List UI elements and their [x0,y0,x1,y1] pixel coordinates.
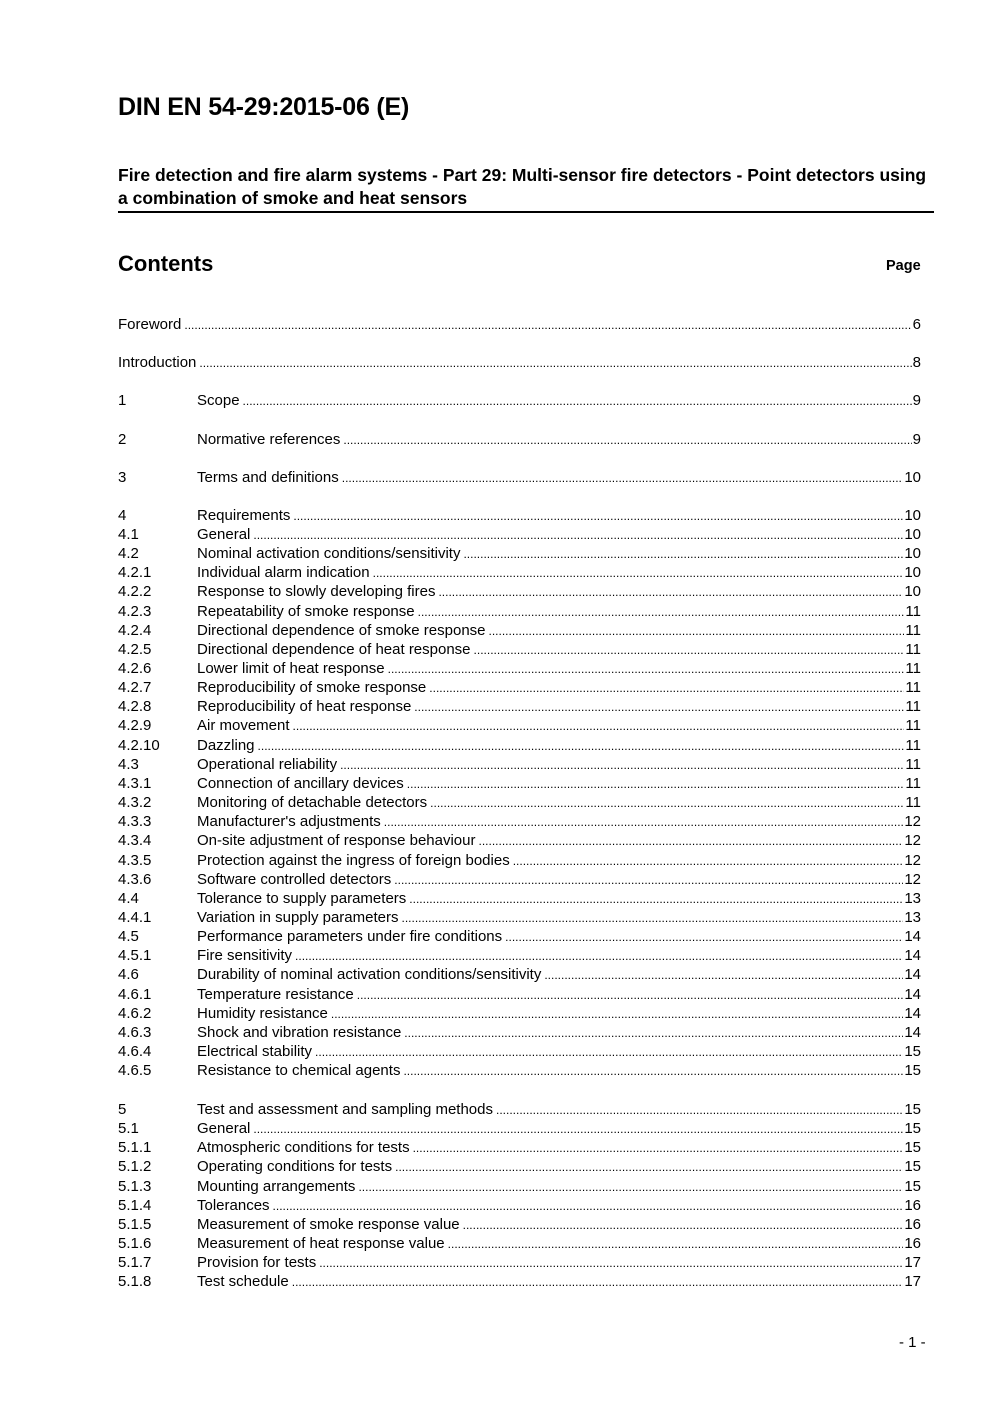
toc-entry-title: Scope [197,392,240,409]
toc-entry-number: 4.5.1 [118,947,152,964]
toc-entry-title: Variation in supply parameters [197,909,399,926]
toc-entry-page: 12 [904,832,921,849]
toc-entry-title: Reproducibility of heat response [197,698,412,715]
toc-entry[interactable] [118,736,921,755]
toc-dot-leader [407,775,905,793]
toc-entry-title: Response to slowly developing fires [197,583,436,600]
toc-dot-leader [373,564,904,582]
toc-entry-page: 11 [905,794,921,811]
toc-entry[interactable] [118,1253,921,1272]
toc-entry-number: 5.1.5 [118,1216,152,1233]
toc-entry-title: Test schedule [197,1273,289,1290]
toc-entry-title: Mounting arrangements [197,1178,356,1195]
toc-dot-leader [430,794,904,812]
toc-entry[interactable] [118,1272,921,1291]
toc-entry-page: 15 [904,1139,921,1156]
toc-entry[interactable] [118,391,921,410]
toc-entry-title: Tolerances [197,1197,270,1214]
toc-entry-number: 4.2 [118,545,139,562]
toc-entry-title: Durability of nominal activation conditions/sensitivity [197,966,542,983]
toc-entry-page: 11 [905,775,921,792]
toc-dot-leader [496,1101,903,1119]
toc-entry-number: 4.6 [118,966,139,983]
toc-entry[interactable] [118,946,921,965]
toc-entry-title: Performance parameters under fire conditions [197,928,503,945]
toc-dot-leader [394,871,903,889]
toc-entry[interactable] [118,640,921,659]
toc-entry-page: 11 [905,737,921,754]
toc-entry-title: General [197,526,251,543]
toc-dot-leader [342,469,904,487]
toc-entry-title: Operational reliability [197,756,338,773]
toc-entry-page: 14 [904,947,921,964]
toc-entry-page: 11 [905,717,921,734]
toc-entry-page: 10 [904,545,921,562]
toc-entry-number: 4.5 [118,928,139,945]
toc-entry[interactable] [118,1100,921,1119]
toc-entry-page: 9 [912,431,921,448]
toc-dot-leader [258,737,905,755]
toc-entry-page: 17 [904,1273,921,1290]
document-subtitle: Fire detection and fire alarm systems - Part 29: Multi-sensor fire detectors - Point detectors using a combination of smoke and heat sensors [118,164,934,213]
toc-dot-leader [395,1158,903,1176]
toc-dot-leader [463,545,903,563]
toc-dot-leader [513,852,904,870]
toc-entry-title: Fire sensitivity [197,947,293,964]
toc-entry-number: 5.1.3 [118,1178,152,1195]
toc-entry-page: 11 [905,698,921,715]
toc-entry-title: Test and assessment and sampling methods [197,1101,493,1118]
toc-entry-number: 2 [118,431,127,448]
toc-entry-number: 4.3.5 [118,852,152,869]
page-number-footer: - 1 - [899,1334,926,1351]
toc-entry-page: 15 [904,1043,921,1060]
toc-dot-leader [295,947,903,965]
toc-dot-leader [319,1254,903,1272]
toc-entry-number: 1 [118,392,127,409]
toc-entry-number: 5.1.1 [118,1139,152,1156]
toc-entry[interactable] [118,430,921,449]
toc-dot-leader [293,507,903,525]
toc-entry[interactable] [118,1196,921,1215]
toc-entry[interactable] [118,793,921,812]
toc-entry-number: 4.2.2 [118,583,152,600]
toc-entry[interactable] [118,1004,921,1023]
toc-entry-number: 4.2.10 [118,737,160,754]
toc-entry-title: Introduction [118,354,197,371]
toc-entry-title: Resistance to chemical agents [197,1062,401,1079]
toc-dot-leader [293,717,905,735]
toc-entry-page: 11 [905,641,921,658]
toc-dot-leader [388,660,905,678]
toc-entry-title: Directional dependence of smoke response [197,622,486,639]
toc-entry-number: 4.3.1 [118,775,152,792]
toc-entry-number: 4.3.4 [118,832,152,849]
contents-heading: Contents [118,251,214,276]
toc-entry-number: 4.2.4 [118,622,152,639]
toc-entry-number: 3 [118,469,127,486]
toc-entry-number: 4.2.8 [118,698,152,715]
toc-entry-title: Lower limit of heat response [197,660,385,677]
toc-entry-title: Connection of ancillary devices [197,775,404,792]
toc-entry-number: 4.2.7 [118,679,152,696]
toc-entry[interactable] [118,1042,921,1061]
toc-entry-page: 9 [912,392,921,409]
toc-entry-page: 14 [904,966,921,983]
toc-dot-leader [404,1024,903,1042]
toc-dot-leader [184,316,911,334]
toc-entry[interactable] [118,544,921,563]
toc-entry-title: Terms and definitions [197,469,339,486]
toc-entry-number: 4.4.1 [118,909,152,926]
toc-entry-title: Monitoring of detachable detectors [197,794,428,811]
toc-entry[interactable] [118,965,921,984]
toc-entry-number: 5 [118,1101,127,1118]
toc-entry[interactable] [118,1157,921,1176]
toc-entry-number: 5.1.7 [118,1254,152,1271]
toc-dot-leader [505,928,903,946]
toc-entry-page: 16 [904,1235,921,1252]
toc-entry-title: Temperature resistance [197,986,354,1003]
toc-dot-leader [253,1120,903,1138]
toc-entry[interactable] [118,315,921,334]
toc-entry-page: 13 [904,909,921,926]
toc-entry[interactable] [118,582,921,601]
toc-entry-page: 10 [904,469,921,486]
toc-entry-page: 10 [904,564,921,581]
toc-entry-page: 12 [904,813,921,830]
toc-entry[interactable] [118,621,921,640]
document-title: DIN EN 54-29:2015-06 (E) [118,93,410,121]
toc-entry-page: 15 [904,1101,921,1118]
toc-entry-title: Shock and vibration resistance [197,1024,402,1041]
toc-entry[interactable] [118,1215,921,1234]
toc-entry-page: 17 [904,1254,921,1271]
toc-entry-title: Foreword [118,316,182,333]
toc-dot-leader [199,354,911,372]
toc-entry-page: 14 [904,1005,921,1022]
toc-entry-number: 4.1 [118,526,139,543]
toc-entry-page: 15 [904,1158,921,1175]
toc-entry-title: Measurement of smoke response value [197,1216,460,1233]
toc-entry-page: 12 [904,871,921,888]
toc-entry-page: 11 [905,756,921,773]
toc-entry-number: 4.6.1 [118,986,152,1003]
toc-dot-leader [253,526,903,544]
toc-entry[interactable] [118,812,921,831]
toc-dot-leader [463,1216,904,1234]
toc-entry[interactable] [118,678,921,697]
toc-dot-leader [489,622,905,640]
toc-entry-number: 4.4 [118,890,139,907]
toc-entry-number: 4.6.2 [118,1005,152,1022]
page-column-label: Page [886,258,921,274]
toc-entry-page: 15 [904,1062,921,1079]
toc-entry[interactable] [118,851,921,870]
toc-entry-title: Provision for tests [197,1254,317,1271]
toc-entry-title: Directional dependence of heat response [197,641,471,658]
toc-entry[interactable] [118,831,921,850]
toc-dot-leader [413,1139,904,1157]
toc-entry-number: 4.6.5 [118,1062,152,1079]
toc-entry[interactable] [118,985,921,1004]
toc-entry-title: Repeatability of smoke response [197,603,415,620]
toc-entry-title: General [197,1120,251,1137]
toc-entry[interactable] [118,1119,921,1138]
toc-entry-page: 11 [905,660,921,677]
toc-entry-title: Air movement [197,717,290,734]
toc-entry-page: 15 [904,1120,921,1137]
toc-entry-page: 10 [904,583,921,600]
toc-dot-leader [409,890,903,908]
toc-entry-page: 14 [904,986,921,1003]
toc-entry-number: 5.1.2 [118,1158,152,1175]
toc-entry[interactable] [118,1023,921,1042]
toc-dot-leader [343,431,911,449]
toc-entry[interactable] [118,1234,921,1253]
toc-dot-leader [384,813,904,831]
toc-entry-page: 8 [912,354,921,371]
toc-entry-page: 13 [904,890,921,907]
toc-dot-leader [402,909,904,927]
toc-entry-title: Atmospheric conditions for tests [197,1139,410,1156]
toc-entry-title: Requirements [197,507,291,524]
toc-entry-title: Operating conditions for tests [197,1158,393,1175]
toc-entry-page: 10 [904,526,921,543]
toc-dot-leader [448,1235,904,1253]
toc-entry[interactable] [118,468,921,487]
toc-entry-title: Measurement of heat response value [197,1235,445,1252]
toc-entry[interactable] [118,659,921,678]
toc-entry-number: 4.2.1 [118,564,152,581]
toc-entry-number: 4.3.3 [118,813,152,830]
toc-entry-title: Reproducibility of smoke response [197,679,427,696]
toc-entry-page: 6 [912,316,921,333]
toc-entry-title: Manufacturer's adjustments [197,813,381,830]
toc-dot-leader [340,756,904,774]
toc-entry-page: 14 [904,928,921,945]
toc-dot-leader [331,1005,903,1023]
toc-dot-leader [429,679,904,697]
toc-entry-number: 4 [118,507,127,524]
toc-entry-page: 10 [904,507,921,524]
toc-entry-number: 4.6.4 [118,1043,152,1060]
toc-entry[interactable] [118,506,921,525]
toc-entry-page: 14 [904,1024,921,1041]
toc-entry[interactable] [118,870,921,889]
toc-entry[interactable] [118,774,921,793]
toc-entry-number: 4.2.6 [118,660,152,677]
toc-entry-number: 5.1.6 [118,1235,152,1252]
toc-dot-leader [474,641,905,659]
toc-entry[interactable] [118,716,921,735]
toc-entry-page: 11 [905,622,921,639]
toc-entry-page: 12 [904,852,921,869]
toc-dot-leader [315,1043,903,1061]
toc-entry[interactable] [118,889,921,908]
toc-entry-number: 4.6.3 [118,1024,152,1041]
toc-entry[interactable] [118,563,921,582]
toc-dot-leader [479,832,904,850]
toc-entry-number: 4.3.6 [118,871,152,888]
toc-dot-leader [414,698,904,716]
toc-entry-title: Nominal activation conditions/sensitivity [197,545,461,562]
toc-dot-leader [438,583,903,601]
toc-entry-title: Humidity resistance [197,1005,328,1022]
toc-entry-number: 4.2.9 [118,717,152,734]
toc-entry-number: 5.1.8 [118,1273,152,1290]
toc-entry-number: 4.3 [118,756,139,773]
toc-entry[interactable] [118,1177,921,1196]
toc-entry-page: 11 [905,603,921,620]
toc-entry-title: Electrical stability [197,1043,313,1060]
toc-dot-leader [243,392,912,410]
toc-entry[interactable] [118,1138,921,1157]
toc-entry[interactable] [118,927,921,946]
toc-dot-leader [292,1273,904,1291]
toc-entry[interactable] [118,602,921,621]
toc-entry[interactable] [118,697,921,716]
toc-entry-number: 5.1.4 [118,1197,152,1214]
toc-entry[interactable] [118,353,921,372]
toc-entry-title: Dazzling [197,737,255,754]
toc-entry[interactable] [118,525,921,544]
toc-entry-page: 16 [904,1197,921,1214]
toc-entry-title: Software controlled detectors [197,871,392,888]
toc-entry-title: Individual alarm indication [197,564,370,581]
toc-entry-title: Normative references [197,431,341,448]
toc-entry-page: 16 [904,1216,921,1233]
toc-entry[interactable] [118,908,921,927]
toc-entry-number: 4.2.5 [118,641,152,658]
toc-entry-title: Protection against the ingress of foreign bodies [197,852,510,869]
toc-entry-title: On-site adjustment of response behaviour [197,832,476,849]
toc-entry-title: Tolerance to supply parameters [197,890,407,907]
toc-entry-number: 5.1 [118,1120,139,1137]
toc-dot-leader [544,966,903,984]
toc-entry[interactable] [118,1061,921,1080]
toc-entry[interactable] [118,755,921,774]
toc-entry-number: 4.3.2 [118,794,152,811]
toc-dot-leader [418,603,905,621]
toc-entry-page: 15 [904,1178,921,1195]
toc-dot-leader [403,1062,903,1080]
toc-dot-leader [273,1197,904,1215]
toc-dot-leader [358,1178,903,1196]
toc-entry-page: 11 [905,679,921,696]
toc-entry-number: 4.2.3 [118,603,152,620]
toc-dot-leader [357,986,904,1004]
